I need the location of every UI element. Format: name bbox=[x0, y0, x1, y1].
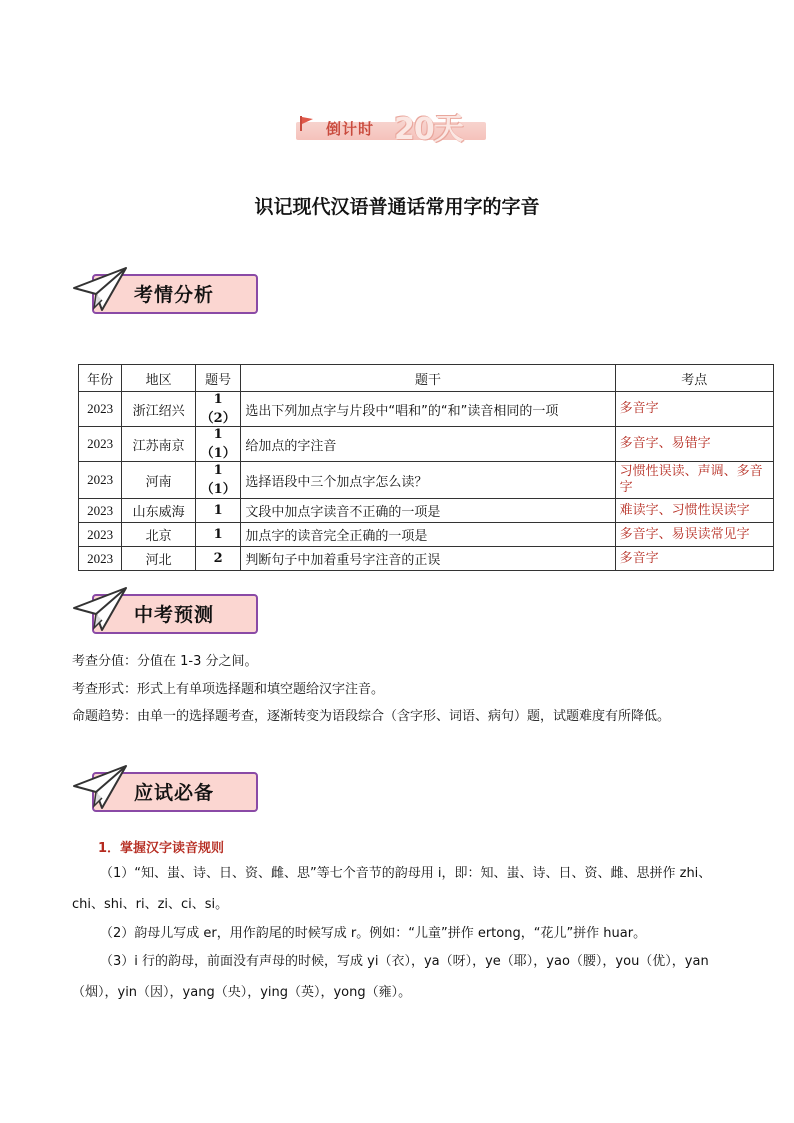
section-header-forecast bbox=[72, 586, 262, 642]
cell-year: 2023 bbox=[79, 547, 122, 571]
col-header-qno: 题号 bbox=[195, 365, 240, 392]
cell-stem: 加点字的读音完全正确的一项是 bbox=[241, 523, 615, 547]
cell-region: 河北 bbox=[122, 547, 196, 571]
rule-paragraph-3: （3）i 行的韵母，前面没有声母的时候，写成 yi（衣），ya（呀），ye（耶），yao（腰），you（优），yan（烟），yin（因），yang（央），ying（英），yong（雍）。 bbox=[72, 954, 709, 1000]
section-title: 考情分析 bbox=[134, 284, 215, 306]
table-header-row bbox=[79, 365, 774, 392]
cell-region: 山东威海 bbox=[122, 499, 196, 523]
cell-point: 多音字、易错字 bbox=[615, 427, 773, 462]
cell-year: 2023 bbox=[79, 523, 122, 547]
rule-paragraph-1: （1）“知、蚩、诗、日、资、雌、思”等七个音节的韵母用 i，即：知、蚩、诗、日、资、雌、思拼作 zhi、chi、shi、ri、zi、ci、si。 bbox=[72, 866, 712, 912]
table-row bbox=[79, 499, 774, 523]
section-title: 应试必备 bbox=[134, 782, 215, 804]
cell-region: 河南 bbox=[122, 462, 196, 499]
table-row bbox=[79, 427, 774, 462]
cell-qno: 1（2） bbox=[195, 392, 240, 427]
col-header-stem: 题干 bbox=[241, 365, 615, 392]
cell-region: 江苏南京 bbox=[122, 427, 196, 462]
cell-year: 2023 bbox=[79, 427, 122, 462]
cell-qno: 1 bbox=[195, 523, 240, 547]
page-title: 识记现代汉语普通话常用字的字音 bbox=[254, 196, 540, 218]
rule-paragraph-2: （2）韵母儿写成 er，用作韵尾的时候写成 r。例如：“儿童”拼作 ertong，“花儿”拼作 huar。 bbox=[100, 926, 647, 941]
table-row bbox=[79, 462, 774, 499]
exam-table bbox=[78, 364, 774, 571]
table-row bbox=[79, 523, 774, 547]
cell-year: 2023 bbox=[79, 392, 122, 427]
cell-year: 2023 bbox=[79, 499, 122, 523]
cell-qno: 2 bbox=[195, 547, 240, 571]
cell-region: 北京 bbox=[122, 523, 196, 547]
col-header-year: 年份 bbox=[79, 365, 122, 392]
section-title: 中考预测 bbox=[134, 604, 215, 626]
col-header-region: 地区 bbox=[122, 365, 196, 392]
col-header-point: 考点 bbox=[615, 365, 773, 392]
cell-point: 多音字 bbox=[615, 392, 773, 427]
countdown-label: 倒计时 bbox=[326, 120, 375, 138]
paper-plane-icon bbox=[72, 266, 130, 314]
flag-icon bbox=[298, 114, 316, 132]
paper-plane-icon bbox=[72, 764, 130, 812]
cell-point: 难读字、习惯性误读字 bbox=[615, 499, 773, 523]
paper-plane-icon bbox=[72, 586, 130, 634]
countdown-banner bbox=[296, 104, 496, 147]
section-header-analysis bbox=[72, 266, 262, 322]
cell-year: 2023 bbox=[79, 462, 122, 499]
forecast-form: 考查形式：形式上有单项选择题和填空题给汉字注音。 bbox=[72, 682, 385, 697]
section-header-prep bbox=[72, 764, 262, 820]
cell-qno: 1 bbox=[195, 499, 240, 523]
cell-qno: 1（1） bbox=[195, 427, 240, 462]
cell-stem: 选择语段中三个加点字怎么读？ bbox=[241, 462, 615, 499]
countdown-days: 20天 bbox=[394, 112, 463, 147]
cell-point: 多音字 bbox=[615, 547, 773, 571]
rule-heading: 1．掌握汉字读音规则 bbox=[98, 841, 225, 856]
table-row bbox=[79, 392, 774, 427]
cell-point: 习惯性误读、声调、多音字 bbox=[615, 462, 773, 499]
cell-stem: 文段中加点字读音不正确的一项是 bbox=[241, 499, 615, 523]
cell-point: 多音字、易误读常见字 bbox=[615, 523, 773, 547]
cell-stem: 判断句子中加着重号字注音的正误 bbox=[241, 547, 615, 571]
cell-stem: 给加点的字注音 bbox=[241, 427, 615, 462]
forecast-score: 考查分值：分值在 1-3 分之间。 bbox=[72, 654, 258, 669]
forecast-trend: 命题趋势：由单一的选择题考查，逐渐转变为语段综合（含字形、词语、病句）题，试题难度有所降低。 bbox=[72, 709, 671, 724]
cell-region: 浙江绍兴 bbox=[122, 392, 196, 427]
cell-qno: 1（1） bbox=[195, 462, 240, 499]
cell-stem: 选出下列加点字与片段中“唱和”的“和”读音相同的一项 bbox=[241, 392, 615, 427]
table-row bbox=[79, 547, 774, 571]
